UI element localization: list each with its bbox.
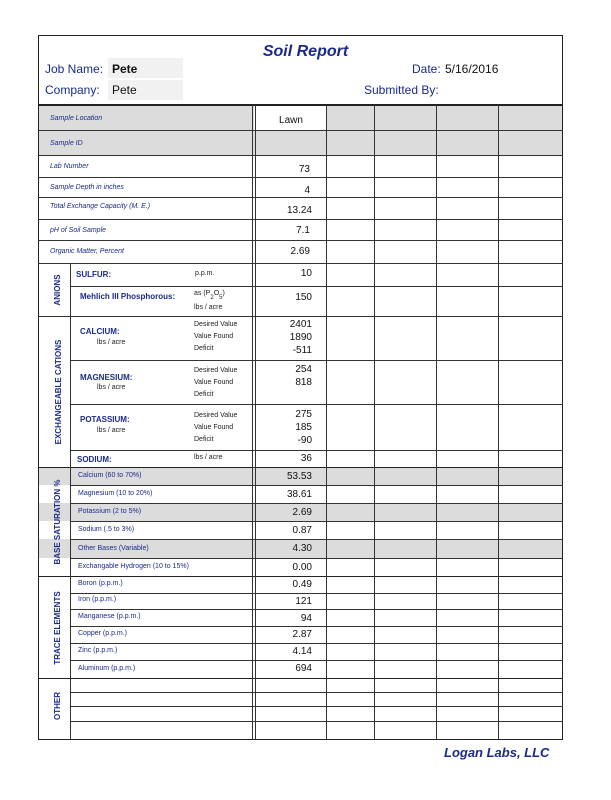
- organic-label: Organic Matter, Percent: [50, 248, 124, 255]
- divider: [70, 485, 563, 486]
- date-value: 5/16/2016: [445, 62, 499, 76]
- calcium-desired-value: 2401: [289, 319, 312, 330]
- phosphorous-unit2: lbs / acre: [194, 304, 223, 311]
- column-divider: [498, 105, 499, 739]
- company-label: Company:: [45, 83, 100, 97]
- job-name-value: Pete: [112, 62, 138, 76]
- calcium-unit: lbs / acre: [97, 339, 126, 346]
- submitted-by-label: Submitted By:: [364, 83, 439, 97]
- sulfur-unit: p.p.m.: [195, 270, 215, 277]
- magnesium-found-value: 818: [295, 377, 312, 388]
- sulfur-value: 10: [300, 268, 312, 279]
- divider: [38, 316, 563, 317]
- divider: [70, 706, 563, 707]
- bs-other-label: Other Bases (Variable): [78, 545, 149, 552]
- divider: [38, 104, 563, 106]
- divider: [70, 404, 563, 405]
- potassium-unit: lbs / acre: [97, 427, 126, 434]
- bs-hydrogen-label: Exchangable Hydrogen (10 to 15%): [78, 563, 189, 570]
- magnesium-desired-value: 254: [295, 364, 312, 375]
- magnesium-deficit-label: Deficit: [194, 391, 214, 398]
- lab-number-value: 73: [298, 164, 310, 175]
- phosphorous-value: 150: [295, 292, 312, 303]
- date-label: Date:: [412, 62, 441, 76]
- potassium-found-value: 185: [295, 422, 312, 433]
- magnesium-desired-label: Desired Value: [194, 367, 238, 374]
- divider: [70, 692, 563, 693]
- section-other: OTHER: [53, 692, 62, 720]
- potassium-desired-label: Desired Value: [194, 412, 238, 419]
- report-title: Soil Report: [262, 43, 349, 60]
- divider: [70, 521, 563, 522]
- phosphorous-label: Mehlich III Phosphorous:: [80, 292, 176, 301]
- divider: [70, 558, 563, 559]
- magnesium-found-label: Value Found: [194, 379, 234, 386]
- bs-calcium-label: Calcium (60 to 70%): [78, 472, 142, 479]
- sample-location-value: Lawn: [279, 115, 303, 126]
- trace-manganese-value: 94: [300, 613, 312, 624]
- trace-zinc-value: 4.14: [292, 646, 312, 657]
- organic-value: 2.69: [290, 246, 310, 257]
- bs-potassium-label: Potassium (2 to 5%): [78, 508, 142, 515]
- bs-other-value: 4.30: [292, 543, 312, 554]
- magnesium-label: MAGNESIUM:: [80, 373, 133, 382]
- divider: [38, 130, 563, 131]
- sample-depth-value: 4: [304, 185, 310, 196]
- sample-depth-label: Sample Depth in inches: [50, 184, 124, 191]
- divider: [70, 360, 563, 361]
- magnesium-unit: lbs / acre: [97, 384, 126, 391]
- trace-copper-label: Copper (p.p.m.): [78, 630, 128, 637]
- divider: [38, 240, 563, 241]
- potassium-deficit-value: -90: [297, 435, 312, 446]
- calcium-desired-label: Desired Value: [194, 321, 238, 328]
- trace-boron-label: Boron (p.p.m.): [78, 580, 123, 587]
- calcium-found-value: 1890: [289, 332, 312, 343]
- trace-iron-value: 121: [295, 596, 312, 607]
- section-trace-elements: TRACE ELEMENTS: [53, 591, 62, 665]
- company-value: Pete: [112, 83, 137, 97]
- phosphorous-unit: as (P2O5): [194, 290, 225, 301]
- trace-aluminum-value: 694: [295, 663, 312, 674]
- trace-manganese-label: Manganese (p.p.m.): [78, 613, 141, 620]
- divider: [38, 197, 563, 198]
- trace-iron-label: Iron (p.p.m.): [78, 596, 117, 603]
- divider: [38, 678, 563, 679]
- tec-value: 13.24: [286, 205, 312, 216]
- divider: [38, 263, 563, 264]
- calcium-deficit-value: -511: [292, 345, 312, 356]
- divider: [38, 155, 563, 156]
- divider: [70, 539, 563, 540]
- ph-value: 7.1: [296, 225, 310, 236]
- divider: [70, 593, 563, 594]
- divider: [38, 467, 563, 468]
- potassium-label: POTASSIUM:: [80, 415, 130, 424]
- trace-boron-value: 0.49: [292, 579, 312, 590]
- section-exchangeable-cations: EXCHANGEABLE CATIONS: [54, 339, 63, 445]
- tec-label: Total Exchange Capacity (M. E.): [50, 203, 151, 210]
- sodium-value: 36: [300, 453, 312, 464]
- divider: [70, 643, 563, 644]
- sample-id-label: Sample ID: [50, 140, 83, 147]
- bs-hydrogen-value: 0.00: [292, 562, 312, 573]
- potassium-desired-value: 275: [295, 409, 312, 420]
- section-anions: ANIONS: [53, 274, 62, 306]
- divider: [70, 503, 563, 504]
- divider: [70, 450, 563, 451]
- potassium-found-label: Value Found: [194, 424, 234, 431]
- lab-number-label: Lab Number: [50, 163, 89, 170]
- bs-potassium-value: 2.69: [292, 507, 312, 518]
- shade-sample-location-right: [326, 106, 562, 130]
- divider: [38, 219, 563, 220]
- divider: [38, 576, 563, 577]
- sodium-unit: lbs / acre: [194, 454, 223, 461]
- ph-label: pH of Soil Sample: [50, 227, 107, 234]
- column-divider: [374, 105, 375, 739]
- divider: [70, 626, 563, 627]
- sample-location-label: Sample Location: [50, 115, 103, 122]
- divider: [70, 286, 563, 287]
- bs-magnesium-label: Magnesium (10 to 20%): [78, 490, 153, 497]
- sulfur-label: SULFUR:: [76, 270, 112, 279]
- column-divider: [326, 105, 327, 739]
- trace-aluminum-label: Aluminum (p.p.m.): [78, 665, 136, 672]
- divider: [70, 660, 563, 661]
- section-base-saturation: BASE SATURATION %: [53, 479, 62, 565]
- company-footer: Logan Labs, LLC: [444, 745, 550, 760]
- column-divider: [436, 105, 437, 739]
- section-column-divider: [70, 263, 71, 739]
- trace-zinc-label: Zinc (p.p.m.): [78, 647, 118, 654]
- job-name-label: Job Name:: [45, 62, 104, 76]
- sodium-label: SODIUM:: [77, 455, 112, 464]
- calcium-deficit-label: Deficit: [194, 345, 214, 352]
- calcium-found-label: Value Found: [194, 333, 234, 340]
- bs-sodium-value: 0.87: [292, 525, 312, 536]
- divider: [70, 721, 563, 722]
- bs-calcium-value: 53.53: [286, 471, 312, 482]
- shade-sample-id: [39, 130, 562, 155]
- bs-magnesium-value: 38.61: [286, 489, 312, 500]
- divider: [38, 177, 563, 178]
- calcium-label: CALCIUM:: [80, 327, 120, 336]
- potassium-deficit-label: Deficit: [194, 436, 214, 443]
- trace-copper-value: 2.87: [292, 629, 312, 640]
- divider: [70, 609, 563, 610]
- bs-sodium-label: Sodium (.5 to 3%): [78, 526, 135, 533]
